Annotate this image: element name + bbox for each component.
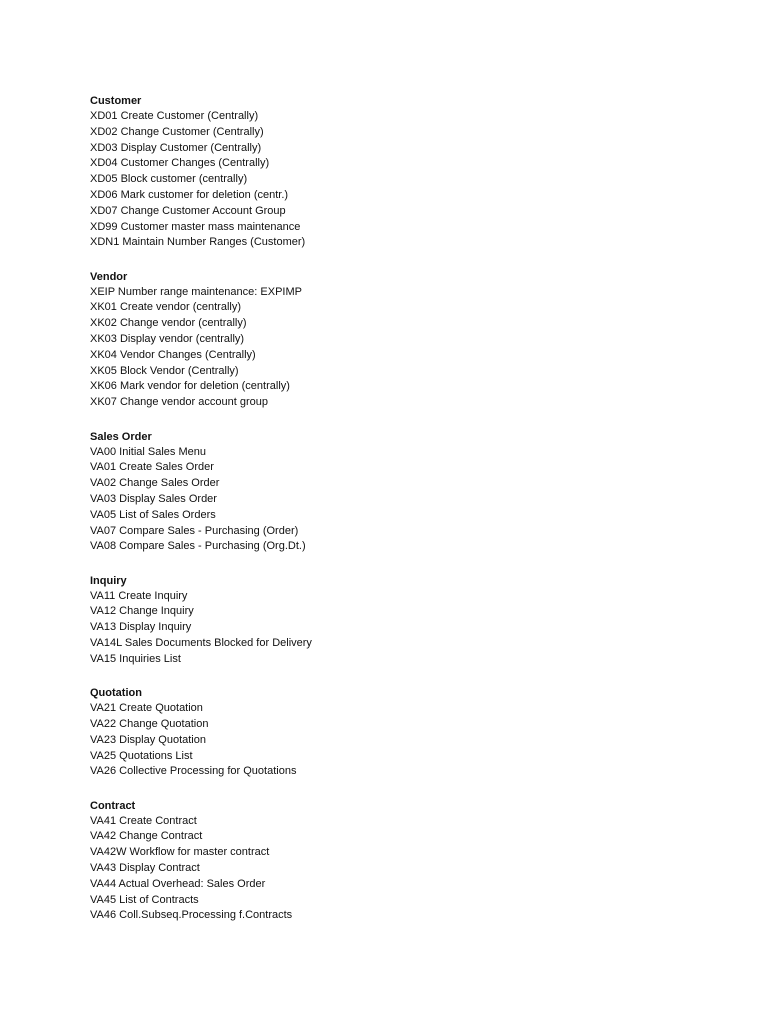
section-inquiry [90, 573, 690, 668]
section-title: Customer [90, 95, 142, 107]
list-item: XD04 Customer Changes (Centrally) [90, 157, 270, 170]
list-item: VA25 Quotations List [90, 749, 193, 762]
list-item: XD01 Create Customer (Centrally) [90, 110, 259, 122]
section-title: Inquiry [90, 574, 127, 587]
list-item: VA23 Display Quotation [90, 733, 206, 746]
document-page [90, 93, 690, 942]
section-customer [90, 93, 690, 251]
list-item: XD02 Change Customer (Centrally) [90, 125, 264, 138]
list-item: VA46 Coll.Subseq.Processing f.Contracts [90, 909, 293, 922]
section-sales-order [90, 429, 690, 556]
list-item: VA45 List of Contracts [90, 893, 199, 906]
list-item: XK07 Change vendor account group [90, 396, 268, 409]
list-item: XK01 Create vendor (centrally) [90, 301, 242, 314]
list-item: VA08 Compare Sales - Purchasing (Org.Dt.) [90, 540, 306, 553]
list-item: VA02 Change Sales Order [90, 477, 220, 490]
list-item: VA00 Initial Sales Menu [90, 445, 206, 458]
list-item: XK03 Display vendor (centrally) [90, 333, 245, 346]
list-item: VA03 Display Sales Order [90, 492, 217, 505]
section-title: Quotation [90, 687, 142, 700]
list-item: XK02 Change vendor (centrally) [90, 317, 247, 330]
list-item: VA05 List of Sales Orders [90, 508, 216, 521]
list-item: VA14L Sales Documents Blocked for Delivery [90, 637, 312, 650]
list-item: VA42W Workflow for master contract [90, 846, 270, 859]
list-item: VA42 Change Contract [90, 830, 203, 843]
list-item: VA21 Create Quotation [90, 702, 203, 715]
list-item: VA41 Create Contract [90, 814, 197, 827]
list-item: VA26 Collective Processing for Quotations [90, 765, 297, 778]
section-title: Contract [90, 799, 136, 812]
section-title: Sales Order [90, 430, 152, 443]
list-item: VA43 Display Contract [90, 861, 200, 874]
list-item: XD05 Block customer (centrally) [90, 173, 248, 186]
list-item: VA01 Create Sales Order [90, 461, 214, 474]
list-item: XEIP Number range maintenance: EXPIMP [90, 285, 302, 298]
list-item: XK06 Mark vendor for deletion (centrally) [90, 380, 290, 393]
list-item: XD07 Change Customer Account Group [90, 204, 286, 217]
section-vendor [90, 269, 690, 411]
section-contract [90, 798, 690, 925]
list-item: VA07 Compare Sales - Purchasing (Order) [90, 524, 299, 537]
list-item: VA44 Actual Overhead: Sales Order [90, 877, 266, 890]
list-item: VA11 Create Inquiry [90, 589, 188, 602]
list-item: VA15 Inquiries List [90, 652, 181, 665]
list-item: XD06 Mark customer for deletion (centr.) [90, 188, 289, 201]
list-item: XK05 Block Vendor (Centrally) [90, 364, 239, 377]
section-title: Vendor [90, 270, 128, 283]
list-item: VA22 Change Quotation [90, 717, 209, 730]
list-item: XD03 Display Customer (Centrally) [90, 141, 262, 154]
list-item: VA12 Change Inquiry [90, 605, 194, 618]
list-item: VA13 Display Inquiry [90, 621, 192, 634]
section-quotation [90, 685, 690, 780]
list-item: XDN1 Maintain Number Ranges (Customer) [90, 236, 306, 249]
list-item: XK04 Vendor Changes (Centrally) [90, 348, 256, 361]
list-item: XD99 Customer master mass maintenance [90, 220, 301, 233]
